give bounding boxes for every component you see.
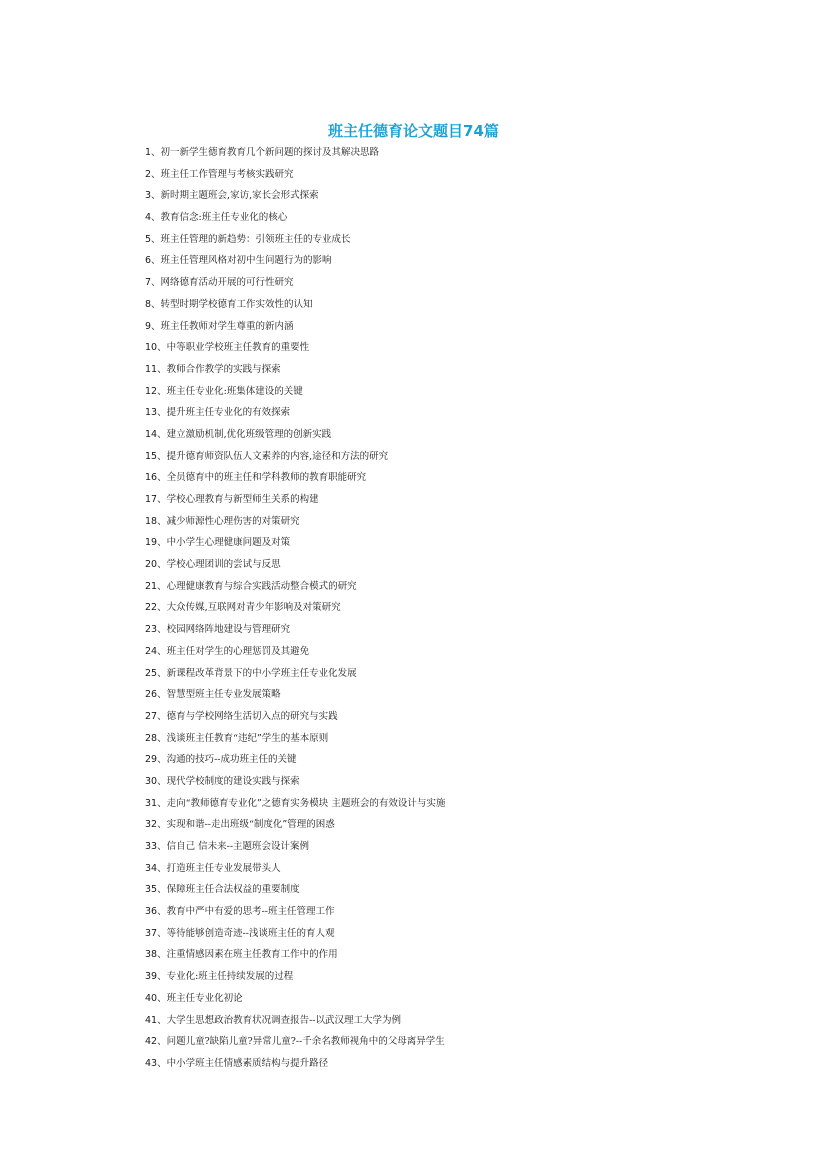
item-number: 27、 xyxy=(145,710,167,722)
item-text: 问题儿童?缺陷儿童?异常儿童?--千余名教师视角中的父母离异学生 xyxy=(166,1036,445,1048)
item-text: 转型时期学校德育工作实效性的认知 xyxy=(160,298,313,310)
item-text: 班主任专业化:班集体建设的关键 xyxy=(166,385,303,397)
item-text: 班主任对学生的心理惩罚及其避免 xyxy=(166,645,310,657)
item-number: 42、 xyxy=(145,1036,167,1048)
list-item xyxy=(145,405,445,427)
list-item xyxy=(145,839,445,861)
list-item xyxy=(145,991,445,1013)
item-number: 17、 xyxy=(145,494,167,505)
item-number: 21、 xyxy=(145,580,167,592)
item-number: 36、 xyxy=(145,906,167,918)
item-text: 中等职业学校班主任教育的重要性 xyxy=(166,342,310,354)
item-text: 减少师源性心理伤害的对策研究 xyxy=(166,515,300,527)
item-number: 32、 xyxy=(145,819,167,831)
item-number: 28、 xyxy=(145,732,167,744)
item-number: 20、 xyxy=(145,559,167,571)
item-number: 18、 xyxy=(145,515,167,527)
item-number: 43、 xyxy=(145,1057,167,1069)
item-text: 注重情感因素在班主任教育工作中的作用 xyxy=(166,949,338,961)
list-item xyxy=(145,622,445,644)
item-number: 41、 xyxy=(145,1014,167,1026)
list-item xyxy=(145,232,445,254)
item-number: 14、 xyxy=(145,428,167,440)
item-text: 班主任管理的新趋势：引领班主任的专业成长 xyxy=(160,233,351,245)
item-text: 信自己 信未来--主题班会设计案例 xyxy=(166,841,310,852)
item-text: 教师合作教学的实践与探索 xyxy=(166,363,281,375)
list-item xyxy=(145,882,445,904)
list-item xyxy=(145,253,445,275)
list-item xyxy=(145,947,445,969)
topic-list xyxy=(145,145,445,1078)
item-number: 12、 xyxy=(145,385,167,397)
item-text: 班主任专业化初论 xyxy=(166,992,243,1004)
item-number: 13、 xyxy=(145,407,167,419)
list-item xyxy=(145,340,445,362)
item-text: 学校心理团训的尝试与反思 xyxy=(166,559,281,571)
item-text: 学校心理教育与新型师生关系的构建 xyxy=(166,494,319,505)
list-item xyxy=(145,145,445,167)
item-number: 35、 xyxy=(145,884,167,896)
list-item xyxy=(145,297,445,319)
list-item xyxy=(145,427,445,449)
list-item xyxy=(145,535,445,557)
item-text: 新时期主题班会,家访,家长会形式探索 xyxy=(160,190,319,202)
item-text: 新课程改革背景下的中小学班主任专业化发展 xyxy=(166,667,357,679)
list-item xyxy=(145,1013,445,1035)
item-text: 初一新学生德育教育几个新问题的探讨及其解决思路 xyxy=(160,147,380,158)
item-number: 16、 xyxy=(145,472,167,484)
item-number: 15、 xyxy=(145,450,167,462)
item-text: 教育信念:班主任专业化的核心 xyxy=(160,212,288,224)
item-number: 34、 xyxy=(145,862,167,874)
item-number: 2、 xyxy=(145,168,161,180)
list-item xyxy=(145,362,445,384)
list-item xyxy=(145,319,445,341)
item-number: 9、 xyxy=(145,320,161,332)
item-text: 心理健康教育与综合实践活动整合模式的研究 xyxy=(166,580,357,592)
item-number: 25、 xyxy=(145,667,167,679)
item-text: 保障班主任合法权益的重要制度 xyxy=(166,884,300,896)
item-number: 22、 xyxy=(145,602,167,614)
item-text: 实现和谐--走出班级“制度化”管理的困惑 xyxy=(166,819,335,831)
item-number: 26、 xyxy=(145,689,167,701)
item-text: 沟通的技巧--成功班主任的关键 xyxy=(166,754,297,766)
item-text: 校园网络阵地建设与管理研究 xyxy=(166,624,291,636)
item-number: 10、 xyxy=(145,342,167,354)
list-item xyxy=(145,167,445,189)
item-text: 德育与学校网络生活切入点的研究与实践 xyxy=(166,710,338,722)
item-text: 班主任教师对学生尊重的新内涵 xyxy=(160,320,294,332)
item-text: 提升班主任专业化的有效探索 xyxy=(166,407,291,419)
list-item xyxy=(145,817,445,839)
item-number: 19、 xyxy=(145,537,167,549)
item-number: 23、 xyxy=(145,624,167,636)
item-text: 大学生思想政治教育状况调查报告--以武汉理工大学为例 xyxy=(166,1014,402,1026)
item-number: 39、 xyxy=(145,971,167,983)
item-number: 37、 xyxy=(145,927,167,939)
list-item xyxy=(145,926,445,948)
list-item xyxy=(145,666,445,688)
item-number: 3、 xyxy=(145,190,161,202)
list-item xyxy=(145,969,445,991)
item-text: 班主任管理风格对初中生问题行为的影响 xyxy=(160,255,332,267)
list-item xyxy=(145,470,445,492)
item-number: 33、 xyxy=(145,841,167,852)
list-item xyxy=(145,904,445,926)
item-number: 29、 xyxy=(145,754,167,766)
item-text: 专业化:班主任持续发展的过程 xyxy=(166,971,294,983)
list-item xyxy=(145,449,445,471)
list-item xyxy=(145,644,445,666)
item-number: 5、 xyxy=(145,233,161,245)
item-number: 1、 xyxy=(145,147,161,158)
item-text: 中小学生心理健康问题及对策 xyxy=(166,537,291,549)
item-number: 24、 xyxy=(145,645,167,657)
list-item xyxy=(145,600,445,622)
list-item xyxy=(145,492,445,514)
list-item xyxy=(145,752,445,774)
item-text: 等待能够创造奇迹--浅谈班主任的育人观 xyxy=(166,927,335,939)
item-number: 40、 xyxy=(145,992,167,1004)
list-item xyxy=(145,557,445,579)
list-item xyxy=(145,1056,445,1078)
item-text: 建立激励机制,优化班级管理的创新实践 xyxy=(166,428,332,440)
item-number: 31、 xyxy=(145,797,167,809)
item-text: 大众传媒,互联网对青少年影响及对策研究 xyxy=(166,602,341,614)
document-title: 班主任德育论文题目74篇 xyxy=(328,122,499,140)
list-item xyxy=(145,709,445,731)
list-item xyxy=(145,774,445,796)
item-number: 8、 xyxy=(145,298,161,310)
list-item xyxy=(145,384,445,406)
list-item xyxy=(145,579,445,601)
list-item xyxy=(145,731,445,753)
item-text: 打造班主任专业发展带头人 xyxy=(166,862,281,874)
item-text: 中小学班主任情感素质结构与提升路径 xyxy=(166,1057,329,1069)
item-number: 30、 xyxy=(145,775,167,787)
item-number: 7、 xyxy=(145,277,161,289)
list-item xyxy=(145,1034,445,1056)
item-text: 浅谈班主任教育“违纪”学生的基本原则 xyxy=(166,732,329,744)
list-item xyxy=(145,687,445,709)
item-text: 智慧型班主任专业发展策略 xyxy=(166,689,281,701)
list-item xyxy=(145,188,445,210)
item-text: 网络德育活动开展的可行性研究 xyxy=(160,277,294,289)
item-text: 全员德育中的班主任和学科教师的教育职能研究 xyxy=(166,472,367,484)
item-number: 38、 xyxy=(145,949,167,961)
list-item xyxy=(145,861,445,883)
item-text: 走向“教师德育专业化”之德育实务模块 主题班会的有效设计与实施 xyxy=(166,797,446,809)
item-text: 提升德育师资队伍人文素养的内容,途径和方法的研究 xyxy=(166,450,389,462)
item-number: 11、 xyxy=(145,363,167,375)
item-text: 教育中严中有爱的思考--班主任管理工作 xyxy=(166,906,335,918)
item-number: 4、 xyxy=(145,212,161,224)
item-text: 班主任工作管理与考核实践研究 xyxy=(160,168,294,180)
list-item xyxy=(145,210,445,232)
list-item xyxy=(145,514,445,536)
item-number: 6、 xyxy=(145,255,161,267)
list-item xyxy=(145,796,445,818)
item-text: 现代学校制度的建设实践与探索 xyxy=(166,775,300,787)
list-item xyxy=(145,275,445,297)
